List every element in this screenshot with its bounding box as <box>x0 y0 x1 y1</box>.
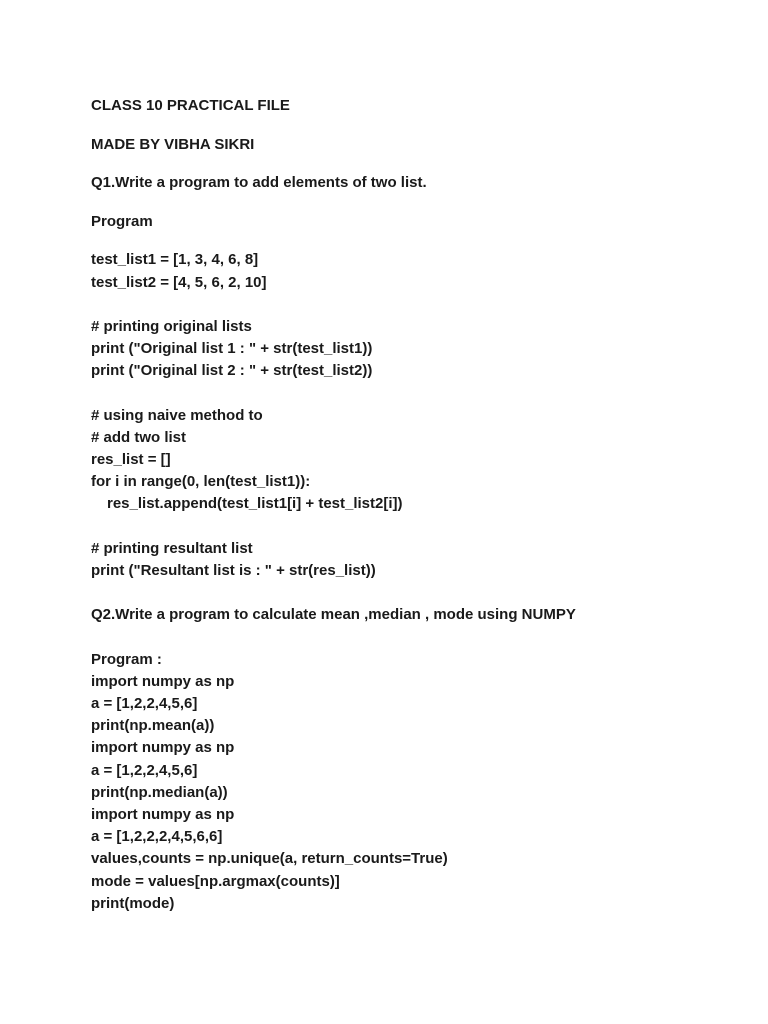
code-line: res_list = [] <box>91 451 171 468</box>
code-line: print ("Original list 1 : " + str(test_list1)) <box>91 340 373 358</box>
code-line: print ("Resultant list is : " + str(res_list)) <box>91 561 376 579</box>
blank-line <box>91 294 731 316</box>
spacer <box>91 156 731 172</box>
code-line: a = [1,2,2,4,5,6] <box>91 761 198 779</box>
code-line: print(np.mean(a)) <box>91 717 215 735</box>
code-line: print ("Original list 2 : " + str(test_list2)) <box>91 362 373 380</box>
q1-question: Q1.Write a program to add elements of two list. <box>91 174 427 192</box>
code-comment: # add two list <box>91 428 187 446</box>
code-line: mode = values[np.argmax(counts)] <box>91 872 340 890</box>
q1-program-label: Program <box>91 212 153 230</box>
code-line: print(np.median(a)) <box>91 783 228 801</box>
spacer <box>91 194 731 210</box>
blank-line <box>91 582 731 604</box>
code-line: print(mode) <box>91 894 175 912</box>
blank-line <box>91 627 731 649</box>
spacer <box>91 233 731 249</box>
author-line: MADE BY VIBHA SIKRI <box>91 135 255 153</box>
code-line: values,counts = np.unique(a, return_counts=True) <box>91 850 448 868</box>
document-content <box>91 95 731 915</box>
code-line: for i in range(0, len(test_list1)): <box>91 473 311 491</box>
spacer <box>91 117 731 133</box>
blank-line <box>91 382 731 404</box>
q2-program-label: Program : <box>91 650 162 668</box>
code-line: import numpy as np <box>91 739 235 757</box>
code-comment: # printing resultant list <box>91 539 253 557</box>
code-line: import numpy as np <box>91 672 235 690</box>
q2-question: Q2.Write a program to calculate mean ,median , mode using NUMPY <box>91 606 576 624</box>
code-line: a = [1,2,2,2,4,5,6,6] <box>91 828 223 846</box>
blank-line <box>91 516 731 538</box>
document-title: CLASS 10 PRACTICAL FILE <box>91 97 290 114</box>
code-line: a = [1,2,2,4,5,6] <box>91 695 198 713</box>
code-line: import numpy as np <box>91 806 235 823</box>
code-line: test_list1 = [1, 3, 4, 6, 8] <box>91 251 259 269</box>
code-line-indented: res_list.append(test_list1[i] + test_list2[i]) <box>107 495 403 513</box>
code-comment: # printing original lists <box>91 317 252 335</box>
code-comment: # using naive method to <box>91 406 263 424</box>
code-line: test_list2 = [4, 5, 6, 2, 10] <box>91 273 267 291</box>
